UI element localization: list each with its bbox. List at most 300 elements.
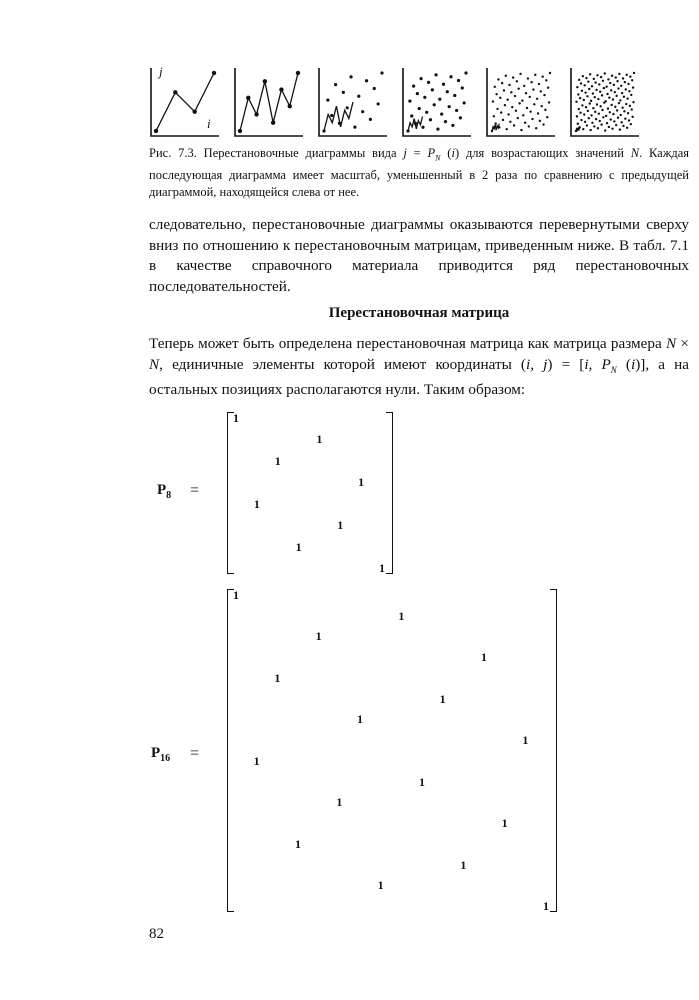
diagram-point [419, 77, 422, 80]
diagram-point [238, 129, 242, 133]
diagram-point [503, 89, 505, 91]
matrix-entry-one: 1 [295, 836, 301, 851]
diagram-point [494, 122, 496, 124]
matrix-entry-one: 1 [233, 588, 239, 602]
diagram-point [296, 71, 300, 75]
diagram-point [598, 112, 600, 114]
diagram-point [380, 71, 383, 74]
diagram-point [628, 119, 630, 121]
diagram-point [616, 80, 618, 82]
diagram-point [544, 109, 546, 111]
diagram-point [575, 130, 577, 132]
diagram-point [451, 124, 454, 127]
diagram-point [611, 75, 613, 77]
diagram-point [614, 91, 616, 93]
permutation-diagram [403, 68, 471, 136]
diagram-point [288, 104, 292, 108]
diagram-point [263, 79, 267, 83]
diagram-point [429, 118, 432, 121]
diagram-polyline [240, 73, 298, 131]
matrix-entry-one: 1 [543, 899, 549, 913]
diagram-point [602, 116, 604, 118]
diagram-point [515, 110, 517, 112]
diagram-point [592, 107, 594, 109]
diagram-point [543, 94, 545, 96]
diagram-point [322, 129, 325, 132]
diagram-point [434, 73, 437, 76]
diagram-point [588, 117, 590, 119]
diagram-point [547, 87, 549, 89]
diagram-point [618, 73, 620, 75]
diagram-point [532, 88, 534, 90]
diagram-point [523, 85, 525, 87]
diagram-point [192, 109, 196, 113]
diagram-polyline [324, 102, 353, 131]
matrix-entry-one: 1 [253, 496, 260, 511]
diagram-point [615, 124, 617, 126]
matrix-entry-one: 1 [233, 411, 239, 425]
diagram-point [449, 75, 452, 78]
matrix-entry-one: 1 [315, 629, 322, 644]
matrix-p8-equals: = [190, 482, 200, 499]
diagram-point [577, 122, 579, 124]
diagram-point [608, 126, 610, 128]
matrix-entry-one: 1 [274, 670, 281, 685]
diagram-point [592, 92, 594, 94]
matrix-entry-one: 1 [481, 650, 487, 665]
diagram-point [631, 79, 633, 81]
diagram-point [496, 108, 498, 110]
diagram-point [504, 104, 506, 106]
diagram-point [365, 79, 368, 82]
diagram-point [600, 123, 602, 125]
diagram-point [629, 105, 631, 107]
diagram-point [606, 93, 608, 95]
diagram-point [624, 117, 626, 119]
diagram-point [622, 77, 624, 79]
diagram-point [603, 87, 605, 89]
matrix-p8-label: $P_8$ [157, 482, 172, 501]
matrix-p8 [227, 412, 393, 574]
diagram-point [621, 92, 623, 94]
diagram-point [436, 128, 439, 131]
diagram-point [369, 118, 372, 121]
diagram-point [507, 113, 509, 115]
diagram-point [500, 111, 502, 113]
diagram-point [581, 104, 583, 106]
diagram-point [584, 121, 586, 123]
diagram-point [361, 110, 364, 113]
diagram-point [615, 95, 617, 97]
diagram-point [616, 109, 618, 111]
matrix-entry-one: 1 [336, 795, 343, 810]
diagram-point [536, 98, 538, 100]
diagram-point [593, 125, 595, 127]
matrix-p8-left-bracket [227, 412, 234, 574]
diagram-point [457, 79, 460, 82]
diagram-point [461, 86, 464, 89]
diagram-point [527, 77, 529, 79]
diagram-point [525, 92, 527, 94]
diagram-point [618, 102, 620, 104]
diagram-point [608, 96, 610, 98]
diagram-point [625, 74, 627, 76]
diagram-point [587, 110, 589, 112]
diagram-point [627, 83, 629, 85]
matrix-entry-one: 1 [460, 857, 467, 872]
diagram-point [538, 83, 540, 85]
diagram-point [599, 105, 601, 107]
diagram-point [338, 122, 341, 125]
diagram-point [505, 75, 507, 77]
matrix-entry-one: 1 [379, 561, 385, 575]
diagram-point [599, 120, 601, 122]
matrix-entry-one: 1 [358, 475, 365, 490]
diagram-point [631, 116, 633, 118]
diagram-point [583, 113, 585, 115]
diagram-point [613, 120, 615, 122]
diagram-point [593, 78, 595, 80]
diagram-point [516, 80, 518, 82]
diagram-point [440, 113, 443, 116]
diagram-point [535, 127, 537, 129]
diagram-point [587, 80, 589, 82]
diagram-point [629, 75, 631, 77]
diagram-point [271, 121, 275, 125]
permutation-diagram [235, 68, 303, 136]
diagram-point [512, 76, 514, 78]
diagram-point [513, 124, 515, 126]
diagram-point [491, 130, 493, 132]
diagram-point [453, 94, 456, 97]
matrix-entry-one: 1 [253, 753, 260, 768]
permutation-diagrams [149, 66, 689, 138]
diagram-point [578, 108, 580, 110]
diagram-point [586, 95, 588, 97]
diagram-point [508, 84, 510, 86]
diagram-polyline [492, 124, 499, 131]
diagram-point [630, 123, 632, 125]
diagram-point [511, 106, 513, 108]
diagram-point [578, 79, 580, 81]
diagram-point [580, 82, 582, 84]
diagram-point [442, 83, 445, 86]
diagram-point [588, 88, 590, 90]
matrix-entry-one: 1 [419, 774, 425, 789]
diagram-point [617, 87, 619, 89]
diagram-point [610, 89, 612, 91]
matrix-p16-label: $P_{16}$ [151, 745, 171, 764]
diagram-point [620, 85, 622, 87]
diagram-point [510, 91, 512, 93]
diagram-point [521, 99, 523, 101]
diagram-point [326, 98, 329, 101]
permutation-diagram [487, 68, 555, 136]
diagram-point [607, 78, 609, 80]
diagram-point [621, 107, 623, 109]
diagram-point [518, 102, 520, 104]
diagram-point [353, 126, 356, 129]
diagram-point [609, 82, 611, 84]
diagram-point [497, 78, 499, 80]
diagram-point [463, 101, 466, 104]
figure-caption: Рис. 7.3. Перестановочные диаграммы вида $j = P_N$ (i) для возрастающих значений N. Каждая последующая диаграмма имеет масштаб, уменьшенный в 2 раза по сравнению с предыдущей диаграммой, находящейся слева от нее. [149, 146, 690, 199]
diagram-point [533, 103, 535, 105]
diagram-point [498, 126, 500, 128]
diagram-point [514, 95, 516, 97]
diagram-point [427, 81, 430, 84]
diagram-point [586, 124, 588, 126]
diagram-point [517, 117, 519, 119]
diagram-point [444, 120, 447, 123]
diagram-point [596, 74, 598, 76]
diagram-point [495, 93, 497, 95]
matrix-p16 [227, 589, 557, 912]
diagram-point [546, 116, 548, 118]
diagram-point [548, 101, 550, 103]
diagram-point [595, 89, 597, 91]
diagram-point [579, 112, 581, 114]
diagram-point [549, 72, 551, 74]
diagram-point [493, 115, 495, 117]
diagram-point [589, 129, 591, 131]
diagram-point [530, 81, 532, 83]
diagram-point [582, 75, 584, 77]
diagram-point [597, 98, 599, 100]
diagram-point [502, 119, 504, 121]
diagram-point [509, 121, 511, 123]
diagram-point [517, 87, 519, 89]
diagram-point [540, 90, 542, 92]
diagram-point [520, 129, 522, 131]
matrix-entry-one: 1 [337, 518, 344, 533]
diagram-point [408, 99, 411, 102]
diagram-point [254, 112, 258, 116]
diagram-point [528, 125, 530, 127]
diagram-point [541, 75, 543, 77]
diagram-point [499, 97, 501, 99]
diagram-point [373, 87, 376, 90]
diagram-point [531, 118, 533, 120]
diagram-point [576, 115, 578, 117]
diagram-point [421, 126, 424, 129]
diagram-point [614, 106, 616, 108]
diagram-point [589, 102, 591, 104]
diagram-point [579, 97, 581, 99]
diagram-point [448, 105, 451, 108]
diagram-point [610, 104, 612, 106]
diagram-point [632, 86, 634, 88]
diagram-point [173, 90, 177, 94]
matrix-entry-one: 1 [357, 712, 363, 727]
diagram-point [414, 122, 417, 125]
diagram-point [622, 125, 624, 127]
diagram-point [632, 101, 634, 103]
diagram-point [590, 114, 592, 116]
diagram-point [534, 74, 536, 76]
diagram-point [545, 79, 547, 81]
matrix-entry-one: 1 [398, 608, 405, 623]
diagram-point [524, 122, 526, 124]
diagram-point [406, 129, 409, 132]
diagram-point [604, 100, 606, 102]
diagram-point [605, 86, 607, 88]
diagram-point [589, 73, 591, 75]
matrix-entry-one: 1 [501, 816, 508, 831]
diagram-point [433, 103, 436, 106]
diagram-point [602, 80, 604, 82]
diagram-point [626, 97, 628, 99]
diagram-point [334, 83, 337, 86]
diagram-point [605, 115, 607, 117]
axis-label-j: j [159, 64, 163, 79]
diagram-point [604, 72, 606, 74]
diagram-point [576, 86, 578, 88]
diagram-point [412, 84, 415, 87]
diagram-point [594, 111, 596, 113]
permutation-diagram [319, 68, 387, 136]
diagram-point [625, 103, 627, 105]
permutation-diagram [571, 68, 639, 136]
matrix-p8-right-bracket [386, 412, 393, 574]
diagram-point [438, 98, 441, 101]
diagram-point [418, 107, 421, 110]
diagram-point [626, 127, 628, 129]
diagram-point [583, 99, 585, 101]
diagram-point [455, 109, 458, 112]
diagram-point [446, 90, 449, 93]
diagram-point [529, 110, 531, 112]
diagram-point [581, 90, 583, 92]
diagram-point [585, 106, 587, 108]
diagram-point [423, 96, 426, 99]
diagram-point [529, 96, 531, 98]
diagram-point [154, 129, 158, 133]
diagram-point [464, 71, 467, 74]
diagram-point [575, 101, 577, 103]
diagram-point [330, 114, 333, 117]
diagram-point [501, 82, 503, 84]
diagram-point [590, 100, 592, 102]
diagram-point [410, 114, 413, 117]
diagram-point [591, 85, 593, 87]
diagram-point [619, 99, 621, 101]
diagram-point [537, 112, 539, 114]
diagram-point [591, 122, 593, 124]
matrix-entry-one: 1 [316, 432, 323, 447]
diagram-point [623, 96, 625, 98]
section-heading: Перестановочная матрица [328, 305, 510, 321]
matrix-p16-right-bracket [550, 589, 557, 912]
diagram-point [584, 91, 586, 93]
paragraph-1: следовательно, перестановочные диаграммы оказываются перевернутыми сверху вниз по отношению к перестановочным матрицам, приведенным ниже. В табл. 7.1 в качестве справочного материала приводится ряд перестановочных последовательностей. [149, 216, 689, 295]
diagram-point [627, 112, 629, 114]
diagram-point [377, 102, 380, 105]
diagram-point [625, 88, 627, 90]
diagram-point [526, 107, 528, 109]
diagram-point [212, 71, 216, 75]
axis-label-i: i [207, 116, 211, 131]
diagram-point [246, 96, 250, 100]
matrix-entry-one: 1 [439, 691, 446, 706]
diagram-point [492, 100, 494, 102]
diagram-point [615, 76, 617, 78]
diagram-point [431, 88, 434, 91]
diagram-point [416, 92, 419, 95]
diagram-point [580, 119, 582, 121]
diagram-point [342, 91, 345, 94]
diagram-point [577, 93, 579, 95]
diagram-point [630, 94, 632, 96]
diagram-point [506, 128, 508, 130]
diagram-point [609, 111, 611, 113]
diagram-point [599, 91, 601, 93]
diagram-point [585, 77, 587, 79]
diagram-point [346, 106, 349, 109]
diagram-point [612, 98, 614, 100]
paragraph-2: Теперь может быть определена перестановочная матрица как матрица размера N × N, единичные элементы которой имеют координаты (i, j) = [i, $P_N$ (i)], а на остальных позициях располагаются нули. Таким образом: [149, 335, 690, 399]
diagram-point [597, 127, 599, 129]
matrix-entry-one: 1 [377, 878, 384, 893]
diagram-axes [403, 68, 471, 136]
matrix-p16-equals: = [190, 745, 200, 762]
diagram-point [539, 120, 541, 122]
diagram-point [349, 75, 352, 78]
diagram-point [594, 81, 596, 83]
diagram-point [600, 76, 602, 78]
diagram-point [610, 118, 612, 120]
diagram-point [598, 83, 600, 85]
permutation-diagrams-figure [149, 66, 689, 138]
diagram-point [620, 121, 622, 123]
diagram-point [596, 103, 598, 105]
diagram-point [595, 118, 597, 120]
diagram-point [583, 84, 585, 86]
diagram-point [506, 98, 508, 100]
diagram-point [522, 114, 524, 116]
diagram-point [519, 73, 521, 75]
diagram-point [425, 111, 428, 114]
diagram-point [633, 72, 635, 74]
diagram-point [617, 117, 619, 119]
page-number: 82 [149, 926, 164, 942]
diagram-point [459, 116, 462, 119]
diagram-point [582, 128, 584, 130]
diagram-point [606, 122, 608, 124]
diagram-point [604, 129, 606, 131]
matrix-entry-one: 1 [522, 733, 529, 748]
diagram-point [623, 110, 625, 112]
diagram-point [357, 95, 360, 98]
diagram-point [619, 128, 621, 130]
diagram-point [578, 126, 580, 128]
diagram-point [612, 113, 614, 115]
matrix-p16-left-bracket [227, 589, 234, 912]
diagram-polyline [156, 73, 214, 131]
diagram-point [494, 86, 496, 88]
diagram-point [601, 109, 603, 111]
diagram-point [620, 114, 622, 116]
diagram-point [542, 123, 544, 125]
diagram-point [279, 87, 283, 91]
matrix-entry-one: 1 [295, 539, 302, 554]
diagram-point [624, 81, 626, 83]
diagram-point [613, 84, 615, 86]
diagram-point [601, 94, 603, 96]
matrix-entry-one: 1 [274, 453, 281, 468]
diagram-point [628, 90, 630, 92]
diagram-point [631, 108, 633, 110]
